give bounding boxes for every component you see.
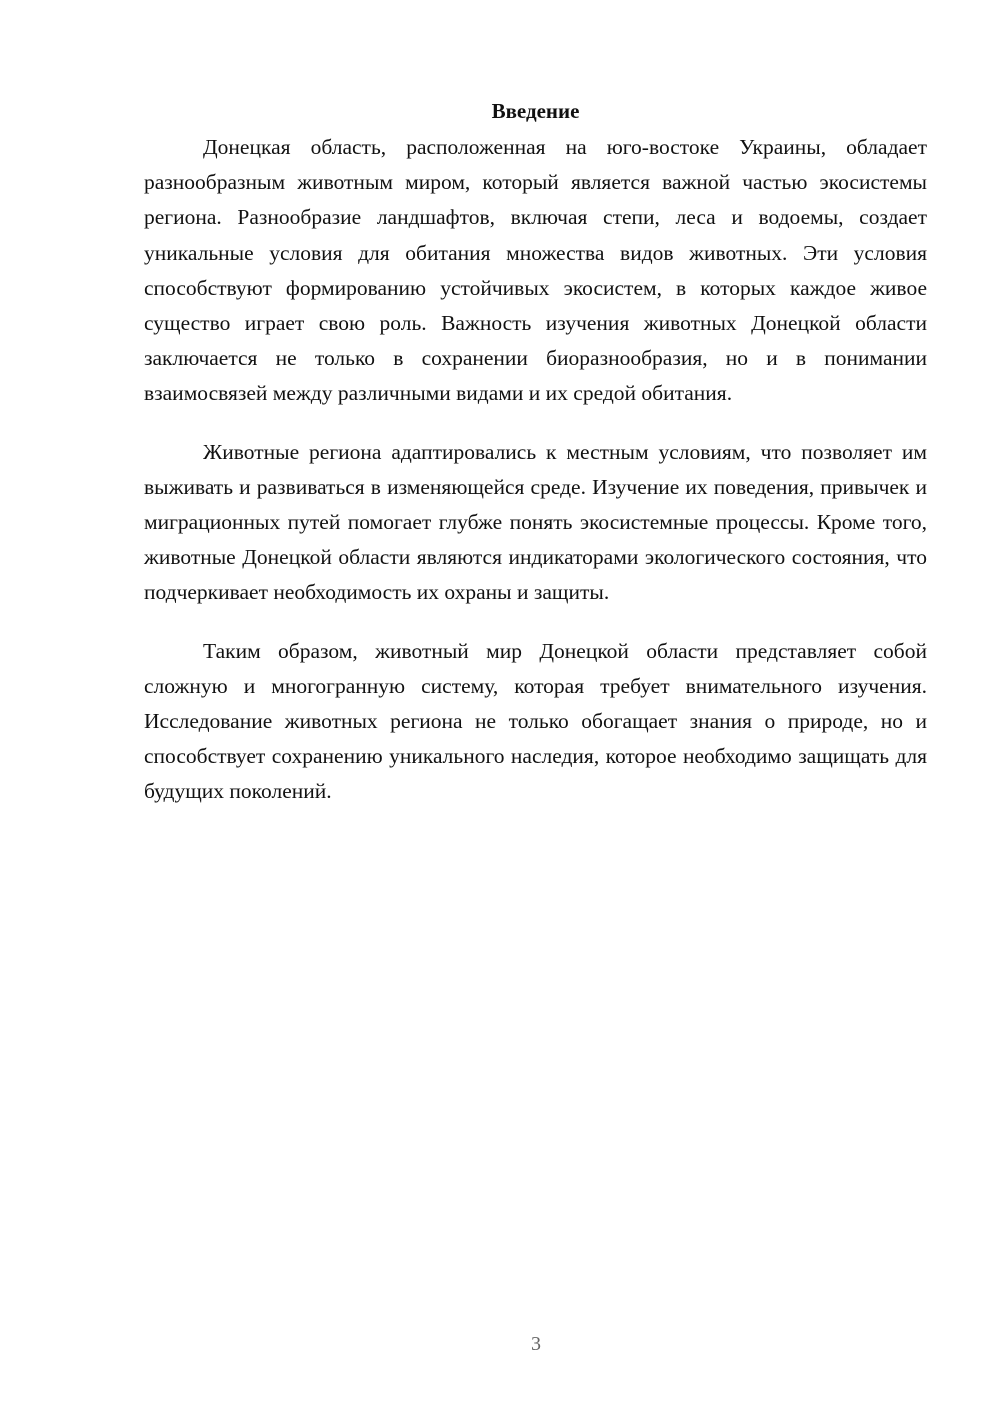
paragraph-3: Таким образом, животный мир Донецкой области представляет собой сложную и многогранную систему, которая требует внимательного изучения. Исследование животных региона не только обогащает знания о природе, но и способствует сохранению уникального наследия, которое необходимо защищать для будущих поколений. (144, 638, 927, 804)
page-number: 3 (531, 1333, 541, 1355)
page-heading: Введение (491, 99, 580, 123)
paragraph-2: Животные региона адаптировались к местным условиям, что позволяет им выживать и развиваться в изменяющейся среде. Изучение их поведения, привычек и миграционных путей помогает глубже понять экосистемные процессы. Кроме того, животные Донецкой области являются индикаторами экологического состояния, что подчеркивает необходимость их охраны и защиты. (144, 439, 927, 605)
paragraph-1: Донецкая область, расположенная на юго-востоке Украины, обладает разнообразным животным миром, который является важной частью экосистемы региона. Разнообразие ландшафтов, включая степи, леса и водоемы, создает уникальные условия для обитания множества видов животных. Эти условия способствуют формированию устойчивых экосистем, в которых каждое живое существо играет свою роль. Важность изучения животных Донецкой области заключается не только в сохранении биоразнообразия, но и в понимании взаимосвязей между различными видами и их средой обитания. (144, 135, 927, 406)
page-content (144, 96, 927, 833)
